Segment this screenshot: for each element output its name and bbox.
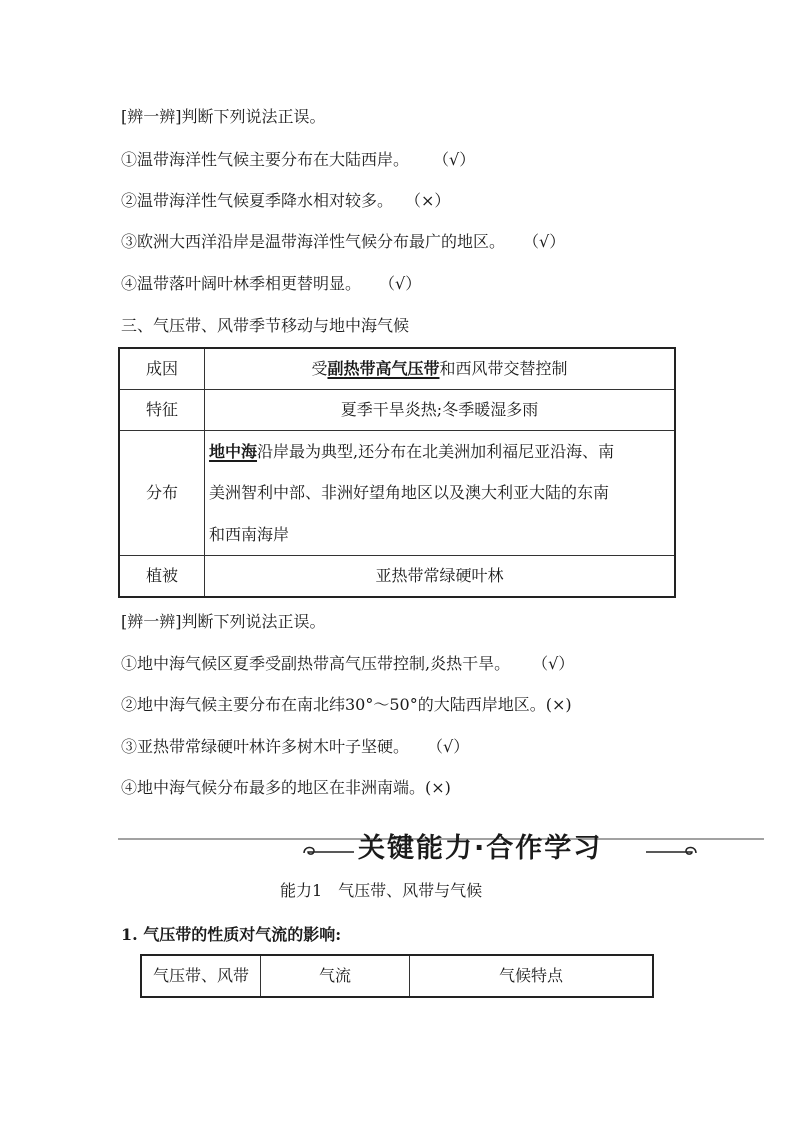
ability-title: 能力1 气压带、风带与气候 <box>280 881 483 900</box>
row-label: 成因 <box>119 348 205 389</box>
table-row <box>119 430 675 556</box>
mediterranean-climate-table <box>118 347 676 598</box>
quiz-answer: （√） <box>427 737 470 756</box>
underlined-term: 副热带高气压带 <box>327 358 440 378</box>
table-header: 气流 <box>261 955 410 997</box>
quiz-title-2: [辨一辨]判断下列说法正误。 <box>121 612 326 631</box>
value-text: 沿岸最为典型,还分布在北美洲加利福尼亚沿海、南 <box>257 441 615 461</box>
quiz-statement: ①地中海气候区夏季受副热带高气压带控制,炎热干旱。 <box>121 654 511 673</box>
quiz-statement: ④地中海气候分布最多的地区在非洲南端。 <box>121 778 426 797</box>
row-value <box>205 348 676 389</box>
quiz-item <box>121 695 572 715</box>
table-row <box>119 556 675 597</box>
row-value: 亚热带常绿硬叶林 <box>205 556 676 597</box>
row-label: 分布 <box>119 430 205 556</box>
row-value <box>205 430 676 556</box>
row-label: 特征 <box>119 389 205 430</box>
pressure-belt-table <box>140 954 654 998</box>
value-text: 和西南海岸 <box>209 524 290 544</box>
quiz-item <box>121 778 451 798</box>
quiz-item <box>121 191 450 211</box>
quiz-item <box>121 232 565 252</box>
quiz-item <box>121 654 574 674</box>
quiz-answer: (×) <box>545 695 572 714</box>
quiz-answer: （√） <box>379 274 422 293</box>
quiz-statement: ②地中海气候主要分布在南北纬30°～50°的大陆西岸地区。 <box>121 695 546 714</box>
point-heading: 1. 气压带的性质对气流的影响: <box>121 925 342 944</box>
section-banner <box>118 820 764 864</box>
quiz-answer: （√） <box>433 150 476 169</box>
banner-title: 关键能力·合作学习 <box>358 833 603 864</box>
value-text: 受 <box>311 358 328 378</box>
quiz-statement: ③亚热带常绿硬叶林许多树木叶子坚硬。 <box>121 737 410 756</box>
quiz-statement: ①温带海洋性气候主要分布在大陆西岸。 <box>121 150 410 169</box>
value-text: 和西风带交替控制 <box>439 358 568 378</box>
quiz-answer: （√） <box>532 654 575 673</box>
underlined-term: 地中海 <box>209 441 258 461</box>
table-header: 气压带、风带 <box>141 955 261 997</box>
table-row <box>119 389 675 430</box>
quiz-answer: （√） <box>523 232 566 251</box>
row-label: 植被 <box>119 556 205 597</box>
table-header: 气候特点 <box>410 955 654 997</box>
quiz-answer: （×） <box>405 191 451 210</box>
row-value: 夏季干旱炎热;冬季暖湿多雨 <box>205 389 676 430</box>
value-text: 美洲智利中部、非洲好望角地区以及澳大利亚大陆的东南 <box>209 483 610 502</box>
quiz-title-1: [辨一辨]判断下列说法正误。 <box>121 107 326 126</box>
quiz-item <box>121 737 469 757</box>
quiz-statement: ④温带落叶阔叶林季相更替明显。 <box>121 274 362 293</box>
quiz-item <box>121 150 475 170</box>
quiz-statement: ②温带海洋性气候夏季降水相对较多。 <box>121 191 394 210</box>
quiz-statement: ③欧洲大西洋沿岸是温带海洋性气候分布最广的地区。 <box>121 232 506 251</box>
table-row <box>119 348 675 389</box>
section-heading: 三、气压带、风带季节移动与地中海气候 <box>121 316 410 335</box>
quiz-answer: (×) <box>425 778 451 797</box>
table-header-row <box>141 955 653 997</box>
quiz-item <box>121 274 421 294</box>
